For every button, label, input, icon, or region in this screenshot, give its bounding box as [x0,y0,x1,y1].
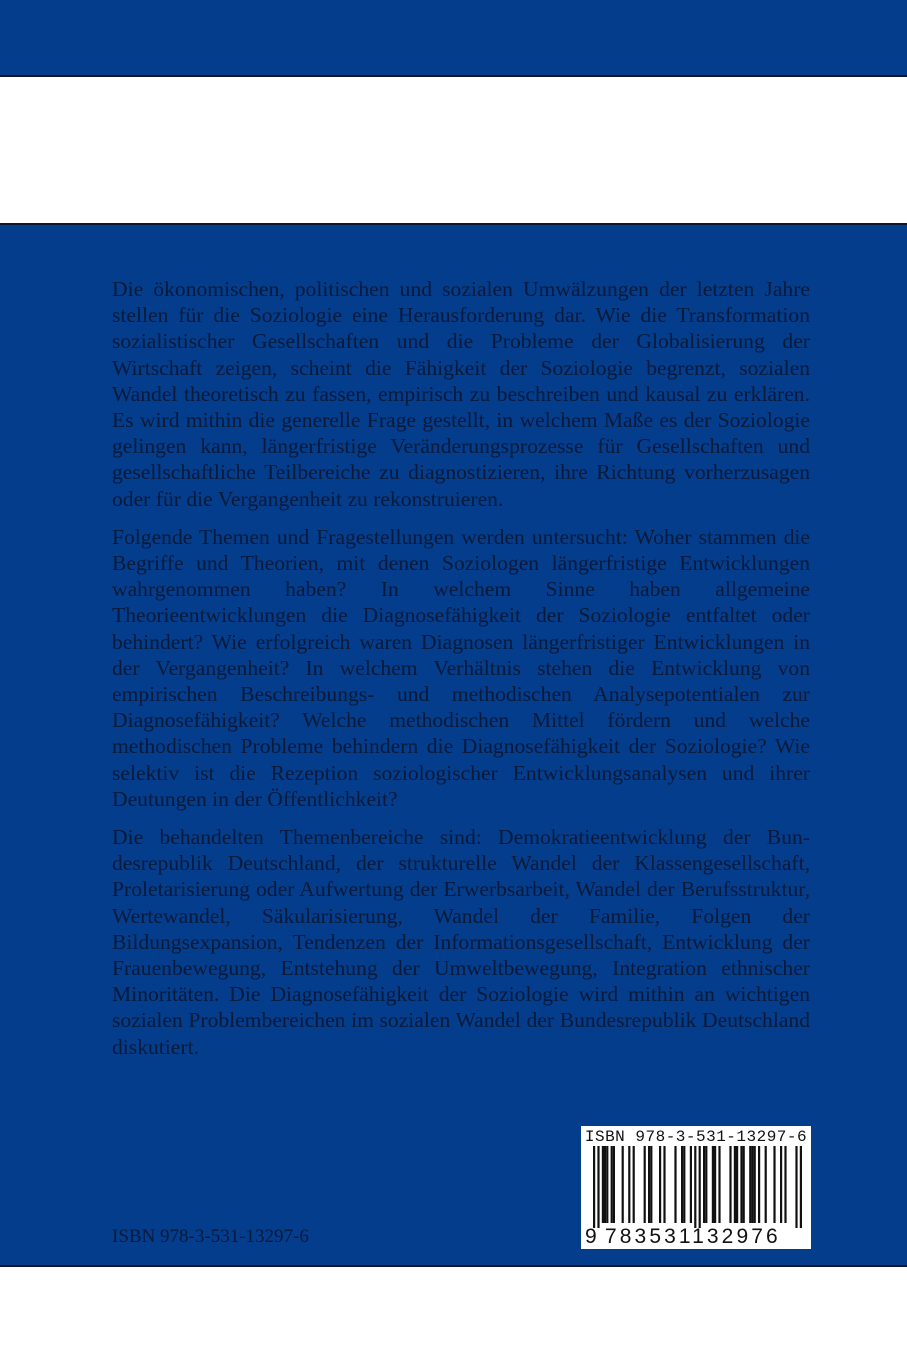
barcode-bar [604,1146,606,1223]
barcode-bar [648,1146,650,1223]
barcode-bar [593,1146,595,1228]
barcode-bar [743,1146,745,1223]
barcode-bar [703,1146,705,1223]
barcode-remaining-digits: 783531132976 [605,1225,781,1248]
top-color-band [0,0,907,75]
bottom-white-area [0,1267,907,1360]
barcode-bar [606,1146,608,1223]
barcode-bar [736,1146,738,1223]
barcode-bar [718,1146,720,1223]
blurb-paragraph-1: Die ökonomischen, politischen und sozialen Umwälzungen der letzten Jahre stellen für die Soziologie eine Herausforderung dar. Wie die Transformation sozialistischer Gesellschaften und die Probleme der Globalisierung der Wirtschaft zeigen, scheint die Fähigkeit der Soziologie begrenzt, sozialen Wandel theoretisch zu fassen, empirisch zu beschreiben und kausal zu erklären. Es wird mithin die generelle Frage gestellt, in welchem Maße es der Soziologie gelingen kann, längerfristige Veränderungsprozesse für Gesellschaften und gesellschaftliche Teilbereiche zu diagnostizieren, ihre Richtung vorherzusagen oder für die Vergangenheit zu rekonstruieren. [112,277,810,511]
barcode-bar [780,1146,782,1223]
barcode-bar [602,1146,604,1223]
barcode-bar [659,1146,661,1223]
barcode [581,1126,811,1249]
barcode-bar [729,1146,731,1223]
barcode-bar [758,1146,760,1223]
barcode-bar [705,1146,707,1223]
barcode-bar [712,1146,714,1223]
barcode-bar [714,1146,716,1223]
barcode-bar [611,1146,613,1223]
barcode-digits [581,1225,811,1249]
barcode-bar [683,1146,685,1223]
barcode-bar [800,1146,802,1228]
barcode-bar [751,1146,753,1223]
barcode-bar [754,1146,756,1223]
barcode-bar [613,1146,615,1223]
barcode-bar [734,1146,736,1223]
isbn-label: ISBN 978-3-531-13297-6 [112,1226,309,1247]
barcode-bar [699,1146,701,1228]
barcode-isbn-label: ISBN 978-3-531-13297-6 [584,1128,808,1146]
white-stripe [0,77,907,223]
barcode-bars [581,1146,811,1228]
barcode-bar [694,1146,696,1228]
barcode-first-digit: 9 [585,1225,597,1248]
barcode-bar [795,1146,797,1228]
barcode-bar [690,1146,692,1223]
barcode-bar [773,1146,775,1223]
barcode-bar [663,1146,665,1223]
blurb-paragraph-3: Die behandelten Themenbereiche sind: Demokratieentwicklung der Bundesrepublik Deutschland, der strukturelle Wandel der Klassengesellschaft, Proletarisierung oder Aufwertung der Erwerbsarbeit, Wandel der Berufsstruktur, Wertewandel, Säkularisierung, Wandel der Familie, Folgen der Bildungsexpansion, Tendenzen der Informationsgesellschaft, Entwicklung der Frauenbewegung, Entstehung der Umweltbewegung, Integration ethnischer Minoritäten. Die Diagnosefähigkeit der Soziologie wird mithin an wichtigen sozialen Problembereichen im sozialen Wandel der Bundesrepublik Deutschland diskutiert. [112,825,810,1059]
barcode-bar [749,1146,751,1223]
barcode-bar [784,1146,786,1223]
blurb-paragraph-2: Folgende Themen und Fragestellungen werden untersucht: Woher stammen die Begriffe und Theorien, mit denen Soziologen längerfristige Entwicklungen wahrgenommen haben? In welchem Sinne haben allgemeine Theorieentwicklungen die Diagnosefähigkeit der Soziologie entfaltet oder behindert? Wie erfolgreich waren Diagnosen längerfristiger Entwicklungen in der Vergangenheit? In welchem Verhältnis stehen die Entwicklung von empirischen Beschreibungs- und methodischen Analysepotentialen zur Diagnosefähigkeit? Welche methodischen Mittel fördern und welche methodischen Probleme behindern die Diagnosefähigkeit der Soziologie? Wie selektiv ist die Rezeption soziologischer Entwicklungsanalysen und ihrer Deutungen in der Öffentlichkeit? [112,524,810,811]
barcode-bar [644,1146,646,1223]
blurb-text [112,276,810,1072]
barcode-bar [681,1146,683,1223]
barcode-bar [622,1146,624,1223]
barcode-bar [674,1146,676,1223]
barcode-bar [633,1146,635,1223]
barcode-bar [740,1146,742,1223]
barcode-bar [628,1146,630,1223]
barcode-bar [765,1146,767,1223]
barcode-bar [597,1146,599,1228]
barcode-bar [650,1146,652,1223]
